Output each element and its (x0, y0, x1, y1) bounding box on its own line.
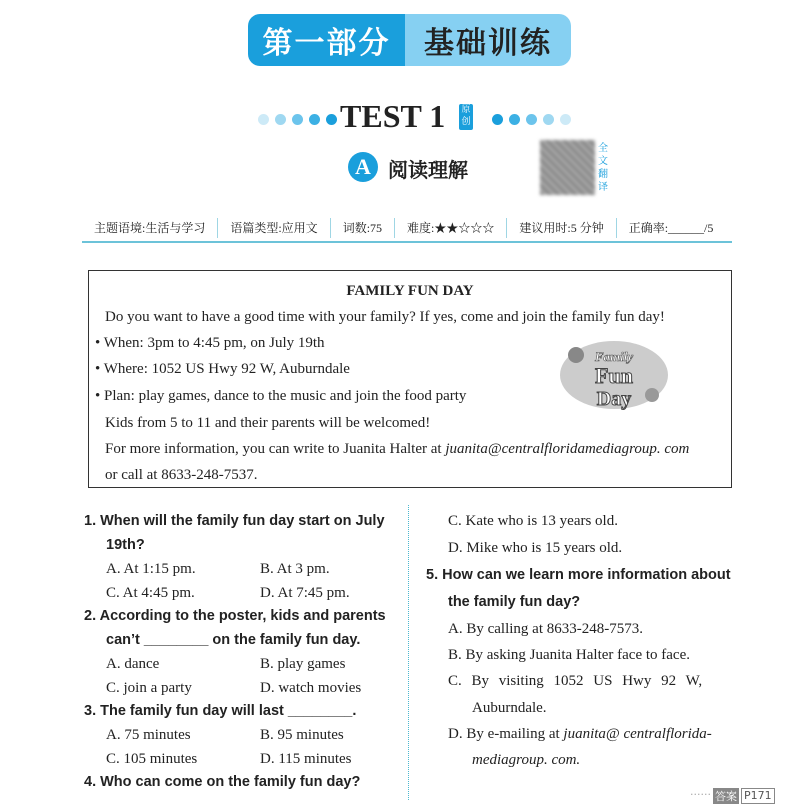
passage-kids: Kids from 5 to 11 and their parents will be welcomed! (105, 415, 431, 431)
part-header (248, 14, 571, 66)
passage-where: • Where: 1052 US Hwy 92 W, Auburndale (95, 361, 350, 377)
q1-option-d[interactable]: D. At 7:45 pm. (260, 585, 350, 601)
q1-option-b[interactable]: B. At 3 pm. (260, 561, 330, 577)
more-text: For more information, you can write to Juanita Halter at (105, 441, 442, 457)
q2-text: According to the poster, kids and parents (99, 608, 386, 624)
q3-option-d[interactable]: D. 115 minutes (260, 751, 352, 767)
info-accuracy: 正确率:______/5 (628, 221, 714, 235)
column-divider (408, 505, 409, 800)
original-badge: 原创 (459, 104, 473, 130)
q2-option-c[interactable]: C. join a party (106, 680, 192, 696)
info-wordcount: 词数:75 (331, 218, 395, 238)
info-bar (82, 215, 732, 243)
q5-d-email: juanita@ centralflorida- (563, 726, 712, 742)
q3-number: 3. (84, 703, 97, 719)
q4-stem (84, 774, 360, 790)
q5-option-c[interactable]: C. By visiting 1052 US Hwy 92 W, (448, 673, 703, 689)
section-letter-icon: A (348, 152, 378, 182)
q3-option-b[interactable]: B. 95 minutes (260, 727, 344, 743)
q5-stem (426, 567, 731, 583)
svg-text:Day: Day (596, 388, 632, 410)
q1-text: When will the family fun day start on July (100, 513, 385, 529)
passage-title: FAMILY FUN DAY (346, 283, 474, 299)
test-title: TEST 1 (340, 98, 446, 134)
email-link[interactable]: juanita@centralfloridamediagroup. com (445, 441, 690, 457)
passage-call: or call at 8633-248-7537. (105, 467, 258, 483)
dots-right (492, 112, 577, 130)
leader-dots: ······ (690, 788, 711, 801)
svg-text:Fun: Fun (595, 363, 633, 388)
q5-option-d[interactable] (448, 726, 712, 743)
q5-number: 5. (426, 567, 439, 583)
part-title: 基础训练 (405, 14, 571, 66)
q5-text: How can we learn more information about (442, 567, 731, 583)
answer-reference[interactable] (690, 788, 775, 804)
q2-number: 2. (84, 608, 97, 624)
qr-label: 全文翻译 (598, 143, 608, 193)
qr-code-icon[interactable] (540, 140, 595, 195)
passage-more (105, 441, 689, 458)
answer-label: 答案 (714, 790, 737, 803)
q4-option-c[interactable]: C. Kate who is 13 years old. (448, 513, 618, 529)
answer-page: P171 (741, 788, 775, 804)
q5-option-a[interactable]: A. By calling at 8633-248-7573. (448, 621, 643, 637)
svg-text:Family: Family (594, 349, 634, 364)
dots-left (258, 112, 343, 130)
q3-stem (84, 703, 356, 719)
q2-stem-2: can’t ________ on the family fun day. (106, 632, 361, 648)
family-fun-day-logo (556, 335, 672, 415)
q2-stem (84, 608, 386, 624)
q5-option-d-2[interactable]: mediagroup. com. (472, 752, 581, 768)
q5-d-text: D. By e-mailing at (448, 726, 560, 742)
q3-option-a[interactable]: A. 75 minutes (106, 727, 191, 743)
where-text: Where: 1052 US Hwy 92 W, Auburndale (103, 361, 350, 377)
q1-option-c[interactable]: C. At 4:45 pm. (106, 585, 195, 601)
q5-option-c-2[interactable]: Auburndale. (472, 700, 547, 716)
plan-text: Plan: play games, dance to the music and join the food party (104, 388, 467, 404)
q3-text: The family fun day will last ________. (100, 703, 357, 719)
q1-stem-2: 19th? (106, 537, 145, 553)
q4-option-d[interactable]: D. Mike who is 15 years old. (448, 540, 623, 556)
q1-number: 1. (84, 513, 97, 529)
passage-when: • When: 3pm to 4:45 pm, on July 19th (95, 335, 325, 351)
q2-option-d[interactable]: D. watch movies (260, 680, 362, 696)
part-label: 第一部分 (248, 14, 405, 66)
passage-plan: • Plan: play games, dance to the music and join the food party (95, 388, 467, 404)
passage-intro: Do you want to have a good time with your family? If yes, come and join the family fun day! (105, 309, 665, 325)
info-theme: 主题语境:生活与学习 (82, 218, 218, 238)
q3-option-c[interactable]: C. 105 minutes (106, 751, 198, 767)
q2-option-b[interactable]: B. play games (260, 656, 346, 672)
info-genre: 语篇类型:应用文 (218, 218, 330, 238)
q1-stem (84, 513, 385, 529)
when-text: When: 3pm to 4:45 pm, on July 19th (103, 335, 325, 351)
section-title: 阅读理解 (388, 158, 468, 182)
info-time: 建议用时:5 分钟 (507, 218, 616, 238)
q4-number: 4. (84, 774, 97, 790)
info-difficulty: 难度:★★☆☆☆ (395, 218, 507, 238)
q2-option-a[interactable]: A. dance (106, 656, 160, 672)
q4-text: Who can come on the family fun day? (100, 774, 361, 790)
q1-option-a[interactable]: A. At 1:15 pm. (106, 561, 196, 577)
q5-option-b[interactable]: B. By asking Juanita Halter face to face. (448, 647, 690, 663)
q5-stem-2: the family fun day? (448, 594, 581, 610)
